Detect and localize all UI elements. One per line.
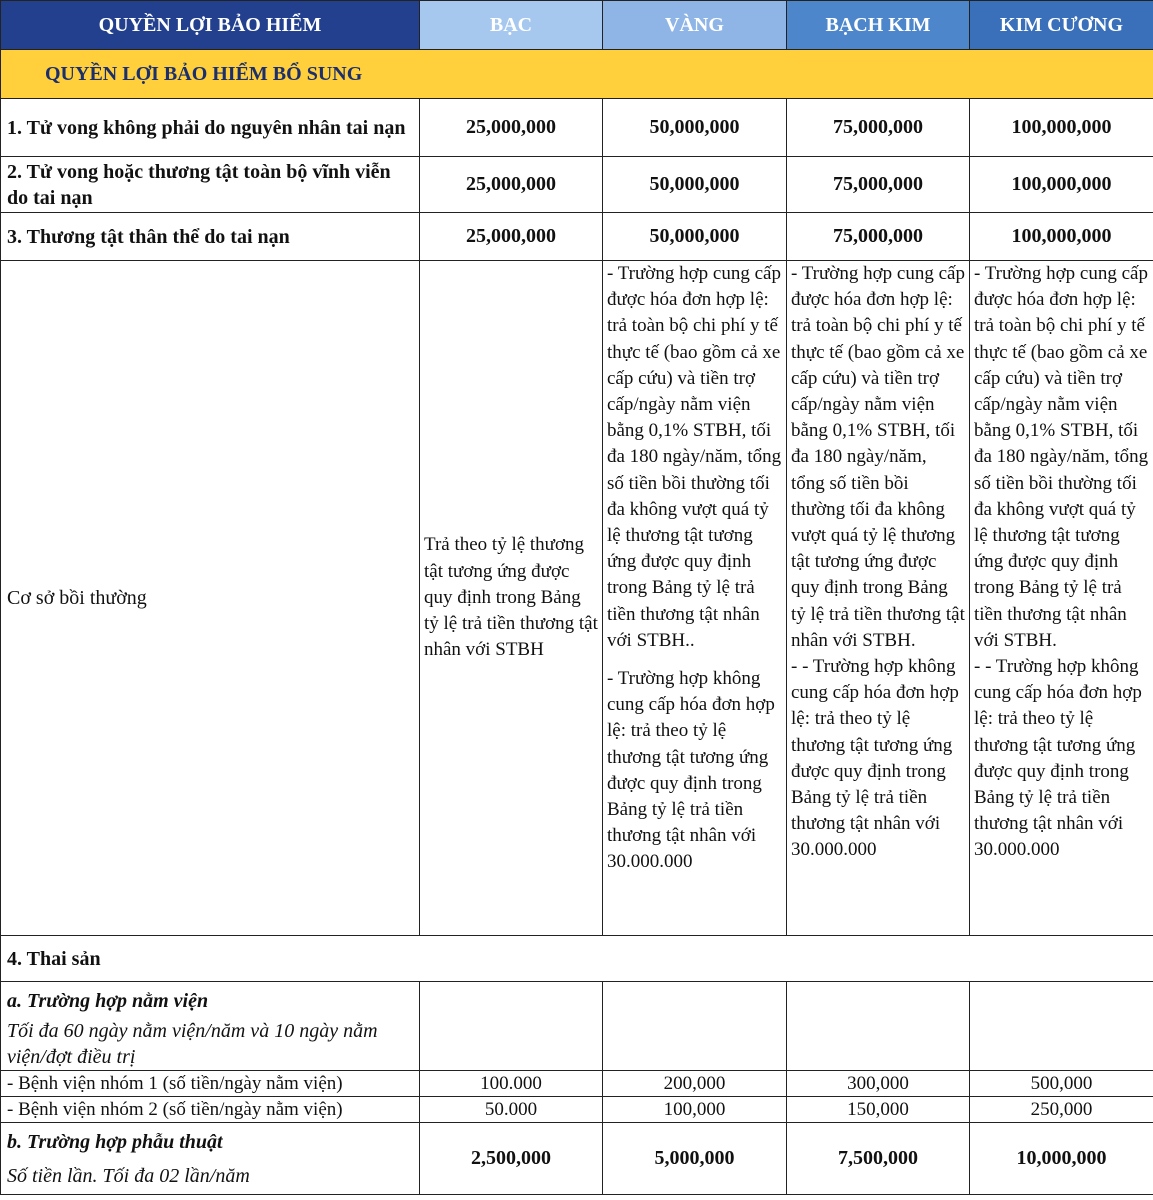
empty-cell <box>603 982 787 1071</box>
header-plan-bac: BẠC <box>420 1 603 50</box>
empty-cell <box>970 982 1153 1071</box>
cell-value: 50,000,000 <box>603 213 787 261</box>
surgery-cell <box>1 1123 420 1195</box>
header-plan-vang: VÀNG <box>603 1 787 50</box>
maternity-row <box>1 936 1153 982</box>
cell-value: 2,500,000 <box>420 1123 603 1195</box>
inpatient-cell <box>1 982 420 1071</box>
cell-value: 200,000 <box>603 1071 787 1097</box>
cell-value: 150,000 <box>787 1097 970 1123</box>
cell-value: 300,000 <box>787 1071 970 1097</box>
cell-value: 50,000,000 <box>603 99 787 157</box>
row-label: 1. Tử vong không phải do nguyên nhân tai nạn <box>1 99 420 157</box>
cell-value: 100.000 <box>420 1071 603 1097</box>
cell-value: 25,000,000 <box>420 99 603 157</box>
row-label: 3. Thương tật thân thể do tai nạn <box>1 213 420 261</box>
row-label: 2. Tử vong hoặc thương tật toàn bộ vĩnh viễn do tai nạn <box>1 157 420 213</box>
table-row <box>1 213 1153 261</box>
section-label: QUYỀN LỢI BẢO HIỂM BỔ SUNG <box>1 50 1153 99</box>
basis-label: Cơ sở bồi thường <box>1 261 420 936</box>
section-row <box>1 50 1153 99</box>
header-plan-kim-cuong: KIM CƯƠNG <box>970 1 1153 50</box>
basis-vang-no-invoice: - Trường hợp không cung cấp hóa đơn hợp lệ: trả theo tỷ lệ thương tật tương ứng được quy định trong Bảng tỷ lệ trả tiền thương tật nhân với 30.000.000 <box>607 668 775 873</box>
cell-value: 7,500,000 <box>787 1123 970 1195</box>
basis-row <box>1 261 1153 936</box>
cell-value: 100,000,000 <box>970 99 1153 157</box>
inpatient-title: a. Trường hợp nằm viện <box>7 990 209 1012</box>
basis-vang-invoice: - Trường hợp cung cấp được hóa đơn hợp lệ: trả toàn bộ chi phí y tế thực tế (bao gồm cả xe cấp cứu) và tiền trợ cấp/ngày nằm viện bằng 0,1% STBH, tối đa 180 ngày/năm, tổng số tiền bồi thường tối đa không vượt quá tỷ lệ thương tật tương ứng được quy định trong Bảng tỷ lệ trả tiền thương tật nhân với STBH.. <box>607 263 782 651</box>
surgery-title: b. Trường hợp phẫu thuật <box>7 1130 223 1153</box>
header-plan-bach-kim: BẠCH KIM <box>787 1 970 50</box>
basis-kim-cuong-no-invoice: - - Trường hợp không cung cấp hóa đơn hợp lệ: trả theo tỷ lệ thương tật tương ứng được quy định trong Bảng tỷ lệ trả tiền thương tật nhân với 30.000.000 <box>974 656 1142 861</box>
basis-kim-cuong <box>970 261 1153 936</box>
basis-kim-cuong-invoice: - Trường hợp cung cấp được hóa đơn hợp lệ: trả toàn bộ chi phí y tế thực tế (bao gồm cả xe cấp cứu) và tiền trợ cấp/ngày nằm viện bằng 0,1% STBH, tối đa 180 ngày/năm, tổng số tiền bồi thường tối đa không vượt quá tỷ lệ thương tật tương ứng được quy định trong Bảng tỷ lệ trả tiền thương tật nhân với STBH. <box>974 263 1149 651</box>
cell-value: 75,000,000 <box>787 213 970 261</box>
table-row <box>1 157 1153 213</box>
cell-value: 75,000,000 <box>787 157 970 213</box>
surgery-note: Số tiền lần. Tối đa 02 lần/năm <box>7 1164 250 1187</box>
cell-value: 500,000 <box>970 1071 1153 1097</box>
cell-value: 100,000 <box>603 1097 787 1123</box>
surgery-row <box>1 1123 1153 1195</box>
header-row <box>1 1 1153 50</box>
cell-value: 250,000 <box>970 1097 1153 1123</box>
cell-value: 100,000,000 <box>970 157 1153 213</box>
basis-vang <box>603 261 787 936</box>
group2-label: - Bệnh viện nhóm 2 (số tiền/ngày nằm viện) <box>1 1097 420 1123</box>
basis-bach-kim-invoice: - Trường hợp cung cấp được hóa đơn hợp lệ: trả toàn bộ chi phí y tế thực tế (bao gồm cả xe cấp cứu) và tiền trợ cấp/ngày nằm viện bằng 0,1% STBH, tối đa 180 ngày/năm, tổng số tiền bồi thường tối đa không vượt quá tỷ lệ thương tật tương ứng được quy định trong Bảng tỷ lệ trả tiền thương tật nhân với STBH. <box>791 263 965 651</box>
cell-value: 50.000 <box>420 1097 603 1123</box>
cell-value: 5,000,000 <box>603 1123 787 1195</box>
cell-value: 10,000,000 <box>970 1123 1153 1195</box>
cell-value: 50,000,000 <box>603 157 787 213</box>
empty-cell <box>787 982 970 1071</box>
basis-bach-kim <box>787 261 970 936</box>
cell-value: 100,000,000 <box>970 213 1153 261</box>
cell-value: 25,000,000 <box>420 157 603 213</box>
cell-value: 25,000,000 <box>420 213 603 261</box>
group2-row <box>1 1097 1153 1123</box>
basis-bach-kim-no-invoice: - - Trường hợp không cung cấp hóa đơn hợp lệ: trả theo tỷ lệ thương tật tương ứng được quy định trong Bảng tỷ lệ trả tiền thương tật nhân với 30.000.000 <box>791 656 959 861</box>
header-title: QUYỀN LỢI BẢO HIỂM <box>1 1 420 50</box>
empty-cell <box>420 982 603 1071</box>
maternity-label: 4. Thai sản <box>1 936 1153 982</box>
table-row <box>1 99 1153 157</box>
group1-row <box>1 1071 1153 1097</box>
basis-bac: Trả theo tỷ lệ thương tật tương ứng được quy định trong Bảng tỷ lệ trả tiền thương tật nhân với STBH <box>420 261 603 936</box>
group1-label: - Bệnh viện nhóm 1 (số tiền/ngày nằm viện) <box>1 1071 420 1097</box>
inpatient-row <box>1 982 1153 1071</box>
inpatient-note: Tối đa 60 ngày nằm viện/năm và 10 ngày nằm viện/đợt điều trị <box>7 1020 378 1068</box>
cell-value: 75,000,000 <box>787 99 970 157</box>
